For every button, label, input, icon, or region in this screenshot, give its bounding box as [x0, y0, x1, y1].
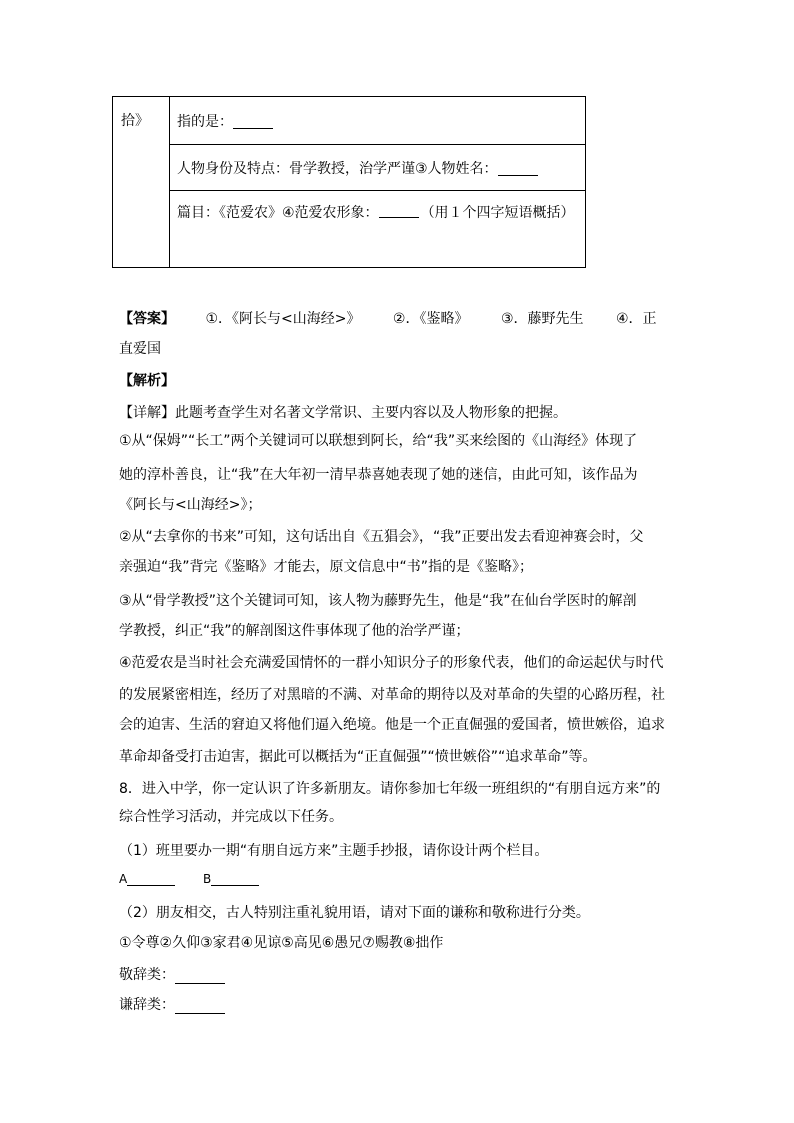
detail-line: ③从“骨学教授”这个关键词可知，该人物为藤野先生，他是“我”在仙台学医时的解剖: [119, 593, 637, 609]
word-list: ①令尊②久仰③家君④见谅⑤高见⑥愚兄⑦赐教⑧拙作: [119, 935, 444, 951]
detail-line: 《阿长与<山海经>》；: [119, 497, 262, 513]
respect-label: 敬辞类：: [119, 967, 175, 983]
answer-item: ②．《鉴略》: [392, 311, 469, 327]
q8-line: 综合性学习活动，并完成以下任务。: [119, 809, 343, 825]
table-row3-text-a: 篇目：《范爱农》④范爱农形象：: [177, 205, 379, 221]
answer-blank[interactable]: [498, 160, 538, 176]
q8-line: 8．进入中学，你一定认识了许多新朋友。请你参加七年级一班组织的“有朋自远方来”的: [119, 781, 661, 797]
table-row1-text: 指的是：: [177, 113, 233, 130]
detail-line: ②从“去拿你的书来”可知，这句话出自《五猖会》，“我”正要出发去看迎神赛会时，父: [119, 529, 644, 545]
humble-label: 谦辞类：: [119, 997, 175, 1013]
table-row3-text-b: （用１个四字短语概括）: [420, 205, 575, 221]
answer-item: ④．正: [615, 311, 657, 327]
detail-line: 的发展紧密相连，经历了对黑暗的不满、对革命的期待以及对革命的失望的心路历程，社: [119, 687, 665, 703]
answer-item: ③．藤野先生: [500, 311, 584, 327]
detail-line: ①从“保姆”“长工”两个关键词可以联想到阿长，给“我”买来绘图的《山海经》体现了: [119, 433, 638, 449]
column-a-blank[interactable]: [127, 873, 175, 886]
answer-blank[interactable]: [379, 202, 419, 218]
column-b-blank[interactable]: [211, 873, 259, 886]
table-row: [170, 191, 585, 267]
info-table: [112, 96, 586, 268]
table-left-label: 拾》: [121, 113, 149, 129]
detail-line: 革命却备受打击迫害，据此可以概括为“正直倔强”“愤世嫉俗”“追求革命”等。: [119, 749, 597, 765]
answer-blank[interactable]: [233, 113, 273, 129]
detail-line: 【详解】此题考查学生对名著文学常识、主要内容以及人物形象的把握。: [119, 405, 567, 421]
answer-label: 【答案】: [119, 311, 175, 327]
detail-line: ④范爱农是当时社会充满爱国情怀的一群小知识分子的形象代表，他们的命运起伏与时代: [119, 655, 664, 671]
blank-b-label: B: [203, 872, 212, 886]
detail-line: 她的淳朴善良，让“我”在大年初一清早恭喜她表现了她的迷信，由此可知，该作品为: [119, 467, 638, 483]
table-left-cell: [113, 97, 170, 267]
table-row: [170, 145, 585, 191]
column-blanks: [119, 872, 259, 886]
q8-part2: （2）朋友相交，古人特别注重礼貌用语，请对下面的谦称和敬称进行分类。: [119, 905, 590, 921]
blank-a-label: A: [119, 872, 128, 886]
detail-line: 亲强迫“我”背完《鉴略》才能去，原文信息中“书”指的是《鉴略》；: [119, 559, 534, 575]
analysis-label: 【解析】: [119, 373, 175, 389]
answer-continuation: 直爱国: [119, 341, 161, 357]
detail-line: 学教授，纠正“我”的解剖图这件事体现了他的治学严谨；: [119, 623, 470, 639]
table-row2-text: 人物身份及特点：骨学教授，治学严谨③人物姓名：: [177, 160, 498, 177]
respect-blank[interactable]: [175, 968, 225, 984]
humble-row: [119, 994, 225, 1014]
detail-line: 会的迫害、生活的窘迫又将他们逼入绝境。他是一个正直倔强的爱国者，愤世嫉俗，追求: [119, 717, 665, 733]
q8-line: （1）班里要办一期“有朋自远方来”主题手抄报，请你设计两个栏目。: [119, 843, 549, 859]
answer-item: ①．《阿长与<山海经>》: [205, 311, 361, 327]
humble-blank[interactable]: [175, 998, 225, 1014]
answer-line: [119, 308, 657, 328]
respect-row: [119, 964, 225, 984]
table-row: [170, 97, 585, 145]
